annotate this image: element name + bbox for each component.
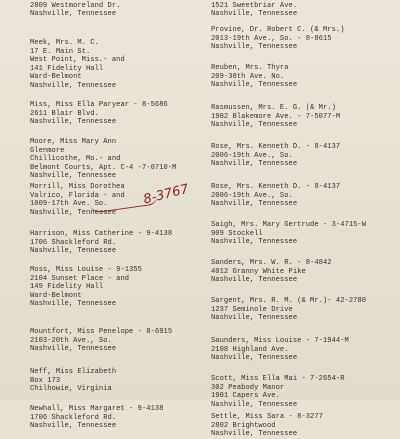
entry-name-line: Sanders, Mrs. W. R. - 8-4842 — [211, 259, 332, 267]
entry-address-line: 2802 Brightwood — [211, 421, 276, 430]
entry-address-line: Nashville, Tennessee — [30, 118, 117, 126]
entry-name-line: Provine, Dr. Robert C. (& Mrs.) — [211, 26, 345, 34]
entry-address-line: 4012 Granny White Pike — [211, 267, 306, 276]
entry-name-line: Mountfort, Miss Penelope - 8-6915 — [30, 328, 173, 336]
entry-name-line: Saigh, Mrs. Mary Gertrude - 3-4715-W — [211, 221, 367, 229]
right-entry — [211, 259, 332, 285]
entry-address-line: Nashville, Tennessee — [30, 422, 117, 430]
entry-address-line: Nashville, Tennessee — [211, 276, 298, 284]
entry-name-line: Sargent, Mrs. R. M. (& Mr.)- 42-2780 — [211, 297, 367, 305]
entry-address-line: 2103-20th Ave., So. — [30, 336, 112, 345]
entry-address-line: West Point, Miss.- and — [30, 56, 125, 64]
right-entry — [211, 297, 366, 323]
entry-name-line: Neff, Miss Elizabeth — [30, 368, 117, 376]
entry-address-line: 2006-19th Ave., So. — [211, 191, 293, 200]
entry-address-line: Nashville, Tennessee — [211, 400, 298, 409]
entry-address-line: Nashville, Tennessee — [30, 172, 117, 180]
entry-name-line: Saunders, Miss Louise - 7-1944-M — [211, 337, 349, 345]
entry-address-line: Box 173 — [30, 376, 61, 385]
left-entry — [30, 368, 116, 394]
left-entry — [30, 328, 172, 354]
entry-address-line: 17 E. Main St. — [30, 47, 91, 56]
entry-address-line: Glenmore — [30, 146, 65, 155]
entry-address-line: Nashville, Tennessee — [211, 43, 298, 51]
entry-address-line: Nashville, Tennessee — [211, 81, 298, 89]
entry-address-line: 2013-19th Ave., So. - 8-8615 — [211, 34, 332, 43]
entry-address-line: Chillicothe, Mo.- and — [30, 155, 121, 163]
entry-address-line: Nashville, Tennessee — [211, 354, 298, 362]
entry-address-line: Nashville, Tennessee — [211, 200, 298, 208]
entry-address-line: 302 Peabody Manor — [211, 383, 285, 392]
entry-address-line: 2006-19th Ave., So. — [211, 151, 293, 160]
left-entry — [30, 230, 172, 256]
entry-name-line: Rose, Mrs. Kenneth D. - 8-4137 — [211, 143, 341, 151]
entry-address-line: Nashville, Tennessee — [211, 160, 298, 168]
right-entry — [211, 143, 340, 169]
entry-address-line: 149 Fidelity Hall — [30, 283, 104, 291]
left-entry — [30, 0, 151, 19]
right-entry — [211, 0, 349, 19]
entry-address-line: Nashville, Tennessee — [211, 121, 298, 129]
entry-name-line: Scott, Miss Ella Mai - 7-2654-R — [211, 375, 345, 383]
entry-address-line: 141 Fidelity Hall — [30, 64, 104, 73]
right-entry — [211, 26, 345, 52]
left-entry — [30, 101, 168, 127]
entry-name-line: Rasmussen, Mrs. E. G. (& Mr.) — [211, 104, 336, 112]
entry-address-line: 209-38th Ave. No. — [211, 72, 285, 81]
left-entry — [30, 39, 125, 90]
entry-address-line: 1009-17th Ave. So. — [30, 200, 108, 208]
entry-address-line: Nashville, Tennessee — [30, 300, 117, 308]
entry-address-line: Ward-Belmont — [30, 291, 82, 300]
entry-name-line: Miss, Miss Ella Paryear - 8-5686 — [30, 101, 168, 109]
entry-address-line: Nashville, Tennessee — [30, 247, 117, 255]
entry-address-line: 1706 Shackleford Rd. — [30, 238, 117, 247]
right-entry — [211, 104, 340, 130]
right-entry — [211, 221, 366, 247]
entry-address-line: Nashville, Tennessee — [30, 10, 117, 18]
entry-name-line: Newhall, Miss Margaret - 9-4138 — [30, 405, 164, 413]
left-entry — [30, 266, 142, 309]
entry-name-line: Meek, Mrs. M. C. — [30, 39, 99, 47]
entry-name-line: Moore, Miss Mary Ann — [30, 138, 117, 146]
entry-name-line: Reuben, Mrs. Thyra — [211, 64, 289, 72]
entry-address-line: Valrico, Florida - and — [30, 191, 125, 200]
right-entry — [211, 413, 323, 439]
entry-address-line: Nashville, Tennessee — [211, 430, 298, 438]
entry-address-line: 2104 Sunset Place - and — [30, 274, 130, 283]
entry-name-line: Rose, Mrs. Kenneth D. - 8-4137 — [211, 183, 341, 191]
entry-name-line: Moss, Miss Louise - 9-1355 — [30, 266, 142, 274]
entry-address-line: Nashville, Tennessee — [211, 314, 298, 322]
entry-address-line: Belmont Courts, Apt. C-4 -7-0710-M — [30, 163, 177, 172]
handwritten-annotation: 8-3767 — [142, 181, 191, 208]
right-entry — [211, 183, 340, 209]
left-entry — [30, 405, 164, 431]
entry-name-line: Morrill, Miss Dorothea — [30, 183, 125, 191]
entry-address-line: Nashville, Tennessee — [211, 238, 298, 246]
entry-address-line: Nashville, Tennessee — [30, 81, 117, 90]
entry-address-line: Nashville, Tennessee — [211, 10, 298, 18]
entry-address-line: 1521 Sweetbriar Ave. — [211, 1, 298, 10]
entry-address-line: Nashville, Tennessee — [30, 345, 117, 353]
entry-address-line: Nashville, Tennessee — [30, 208, 117, 217]
entry-address-line: Ward-Belmont — [30, 73, 82, 81]
right-entry — [211, 375, 345, 409]
entry-address-line: 1237 Seminole Drive — [211, 305, 293, 314]
entry-name-line: Harrison, Miss Catherine - 9-4138 — [30, 230, 173, 238]
entry-address-line: 2611 Blair Blvd. — [30, 109, 99, 118]
entry-name-line: Settle, Miss Sara - 8-3277 — [211, 413, 323, 421]
entry-address-line: 2809 Westmoreland Dr. — [30, 1, 121, 10]
entry-address-line: 1901 Capers Ave. — [211, 392, 280, 400]
entry-address-line: 1902 Blakemore Ave. - 7-5077-M — [211, 112, 341, 121]
entry-address-line: 1706 Shackleford Rd. — [30, 413, 117, 422]
entry-address-line: Chilhowie, Virginia — [30, 385, 112, 393]
left-entry — [30, 138, 176, 181]
right-entry — [211, 64, 297, 90]
entry-address-line: 2108 Highland Ave. — [211, 345, 289, 354]
right-entry — [211, 337, 349, 363]
entry-address-line: 909 Stockell — [211, 229, 263, 238]
